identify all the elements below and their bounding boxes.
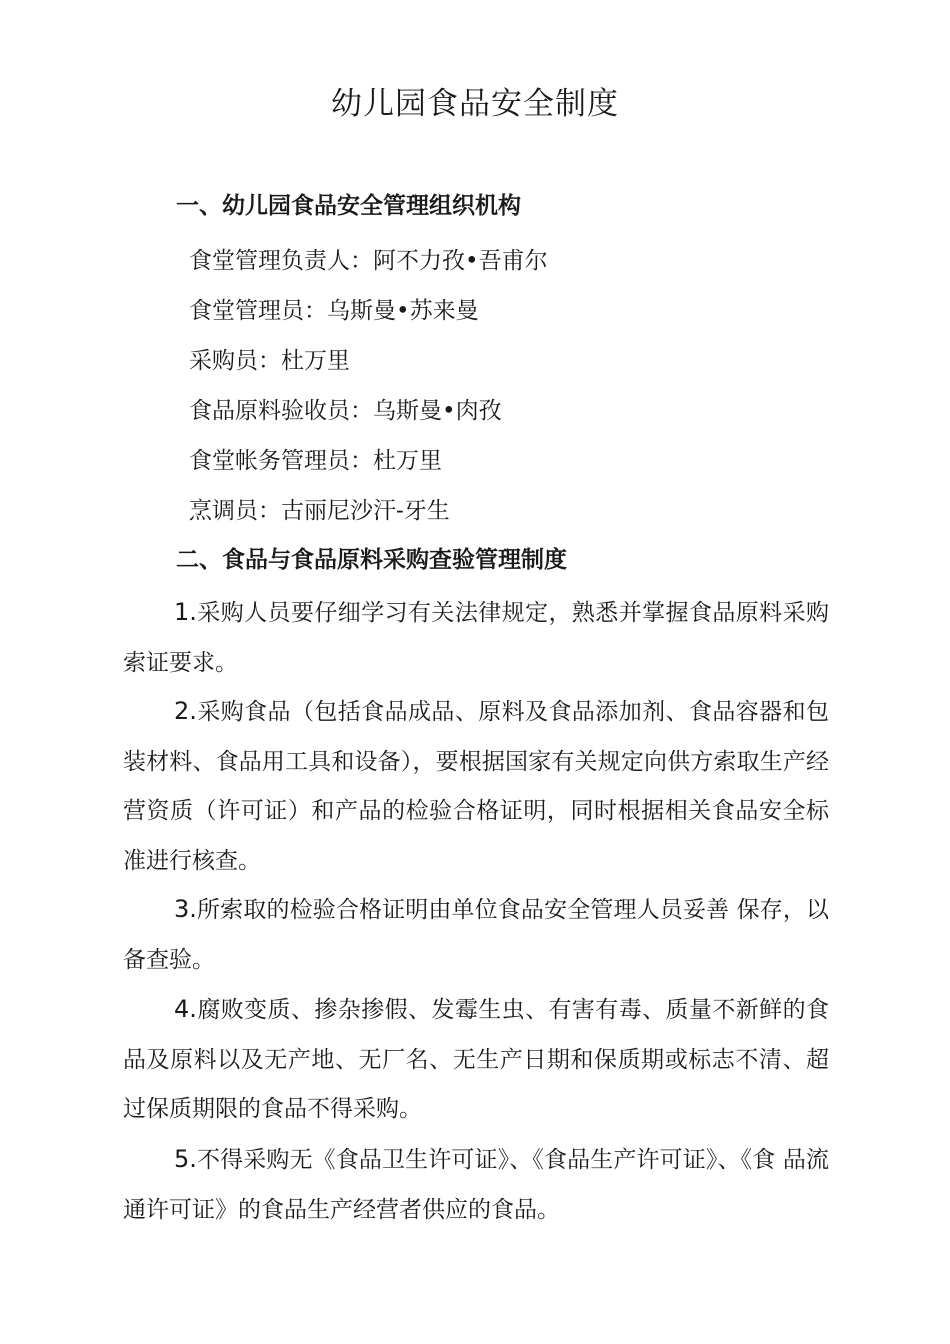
org-item-material-inspector: 食品原料验收员：乌斯曼•肉孜 xyxy=(189,398,502,424)
rule-text: 所索取的检验合格证明由单位食品安全管理人员妥善 保存，以备查验。 xyxy=(123,897,829,973)
rule-text: 不得采购无《食品卫生许可证》、《食品生产许可证》、《食 品流通许可证》的食品生产经营者供应的食品。 xyxy=(123,1147,829,1223)
section-heading-organization: 一、幼儿园食品安全管理组织机构 xyxy=(176,193,521,219)
rule-number: 2. xyxy=(174,697,197,725)
section-heading-procurement: 二、食品与食品原料采购查验管理制度 xyxy=(176,547,567,573)
rule-text: 采购人员要仔细学习有关法律规定，熟悉并掌握食品原料采购索证要求。 xyxy=(123,600,829,676)
rule-text: 腐败变质、掺杂掺假、发霉生虫、有害有毒、质量不新鲜的食品及原料以及无产地、无厂名、无生产日期和保质期或标志不清、超过保质期限的食品不得采购。 xyxy=(123,997,829,1122)
rule-number: 4. xyxy=(174,995,197,1023)
org-item-cook: 烹调员：古丽尼沙汗-牙生 xyxy=(189,498,450,524)
org-item-accounts-manager: 食堂帐务管理员：杜万里 xyxy=(189,448,442,474)
organization-list xyxy=(189,244,548,544)
procurement-rule-paragraph xyxy=(123,588,829,688)
org-item-canteen-administrator: 食堂管理员：乌斯曼•苏来曼 xyxy=(189,298,479,324)
org-item-purchaser: 采购员：杜万里 xyxy=(189,348,350,374)
rule-number: 3. xyxy=(174,895,197,923)
document-title: 幼儿园食品安全制度 xyxy=(331,86,619,122)
procurement-rule-paragraph xyxy=(123,885,829,985)
org-item-canteen-manager-in-charge: 食堂管理负责人：阿不力孜•吾甫尔 xyxy=(189,248,548,274)
procurement-rule-paragraph xyxy=(123,985,829,1135)
procurement-rule-paragraph xyxy=(123,1135,829,1235)
rule-text: 采购食品（包括食品成品、原料及食品添加剂、食品容器和包装材料、食品用工具和设备），要根据国家有关规定向供方索取生产经营资质（许可证）和产品的检验合格证明，同时根据相关食品安全标准进行核查。 xyxy=(123,699,829,874)
rule-number: 5. xyxy=(174,1145,197,1173)
rule-number: 1. xyxy=(174,598,197,626)
procurement-rule-paragraph xyxy=(123,687,829,886)
